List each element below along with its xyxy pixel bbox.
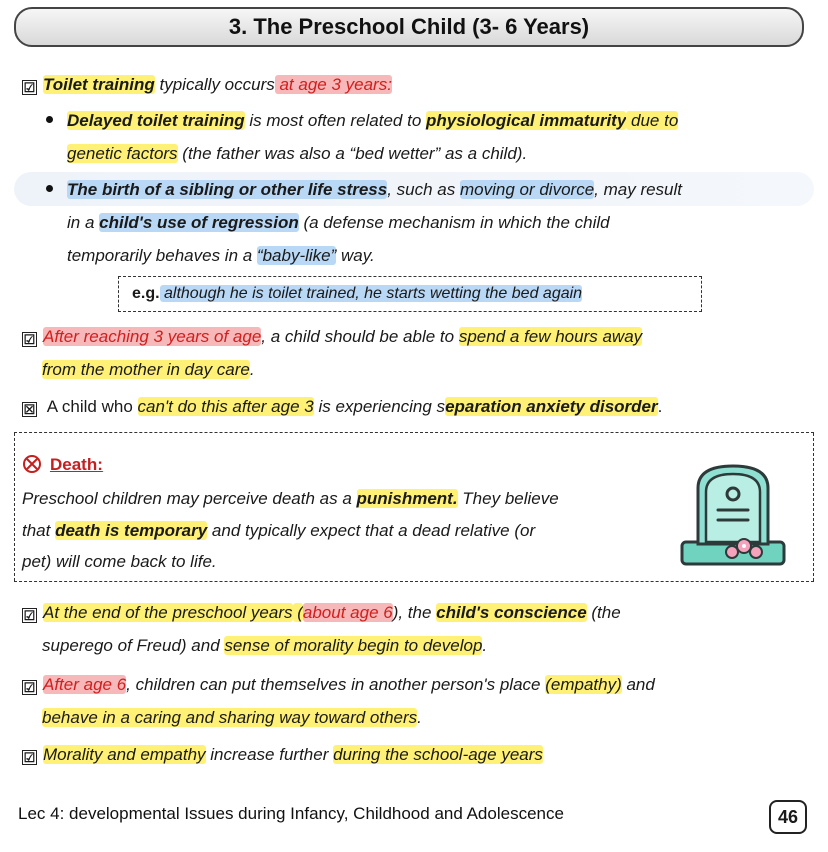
gravestone-icon [680, 462, 786, 570]
after-six-line1: ☑ After age 6, children can put themselves in another person's place (empathy) and [23, 675, 655, 695]
separation-anxiety-line: ☒ A child who can't do this after age 3 is experiencing separation anxiety disorder. [23, 397, 663, 417]
bullet-sibling-line1: The birth of a sibling or other life stress, such as moving or divorce, may result [46, 179, 682, 201]
end-preschool-line1: ☑ At the end of the preschool years (about age 6), the child's conscience (the [23, 603, 621, 623]
after-three-line2: from the mother in day care. [42, 360, 255, 379]
title-banner [14, 7, 804, 47]
morality-line: ☑ Morality and empathy increase further during the school-age years [23, 745, 543, 765]
checkbox-icon: ☑ [23, 608, 36, 623]
death-line1: Preschool children may perceive death as a punishment. They believe [22, 489, 559, 508]
cross-box-icon: ☒ [23, 402, 36, 417]
bullet-delayed-line1: Delayed toilet training is most often related to physiological immaturity due to [46, 110, 678, 132]
page-title: 3. The Preschool Child (3- 6 Years) [228, 14, 590, 39]
skull-cross-icon [22, 454, 42, 474]
end-preschool-line2: superego of Freud) and sense of morality begin to develop. [42, 636, 488, 655]
example-text: e.g. although he is toilet trained, he starts wetting the bed again [132, 285, 583, 302]
footer-lecture-title: Lec 4: developmental Issues during Infancy, Childhood and Adolescence [18, 804, 564, 823]
after-three-line1: ☑ After reaching 3 years of age, a child should be able to spend a few hours away [23, 327, 643, 347]
bullet-delayed-line2: genetic factors (the father was also a “bed wetter” as a child). [67, 144, 528, 163]
bullet-sibling-line3: temporarily behaves in a “baby-like” way. [67, 246, 375, 265]
checkbox-icon: ☑ [23, 680, 36, 695]
checkbox-icon: ☑ [23, 80, 36, 95]
bullet-dot-icon [46, 116, 53, 123]
after-six-line2: behave in a caring and sharing way toward others. [42, 708, 422, 727]
toilet-training-line: ☑ Toilet training typically occurs at age 3 years: [23, 75, 392, 95]
page-number: 46 [769, 800, 807, 834]
checkbox-icon: ☑ [23, 332, 36, 347]
checkbox-icon: ☑ [23, 750, 36, 765]
death-heading: Death: [50, 455, 103, 474]
bullet-sibling-line2: in a child's use of regression (a defense mechanism in which the child [67, 213, 610, 232]
death-line2: that death is temporary and typically expect that a dead relative (or [22, 521, 536, 540]
bullet-dot-icon [46, 185, 53, 192]
death-line3: pet) will come back to life. [22, 552, 217, 571]
